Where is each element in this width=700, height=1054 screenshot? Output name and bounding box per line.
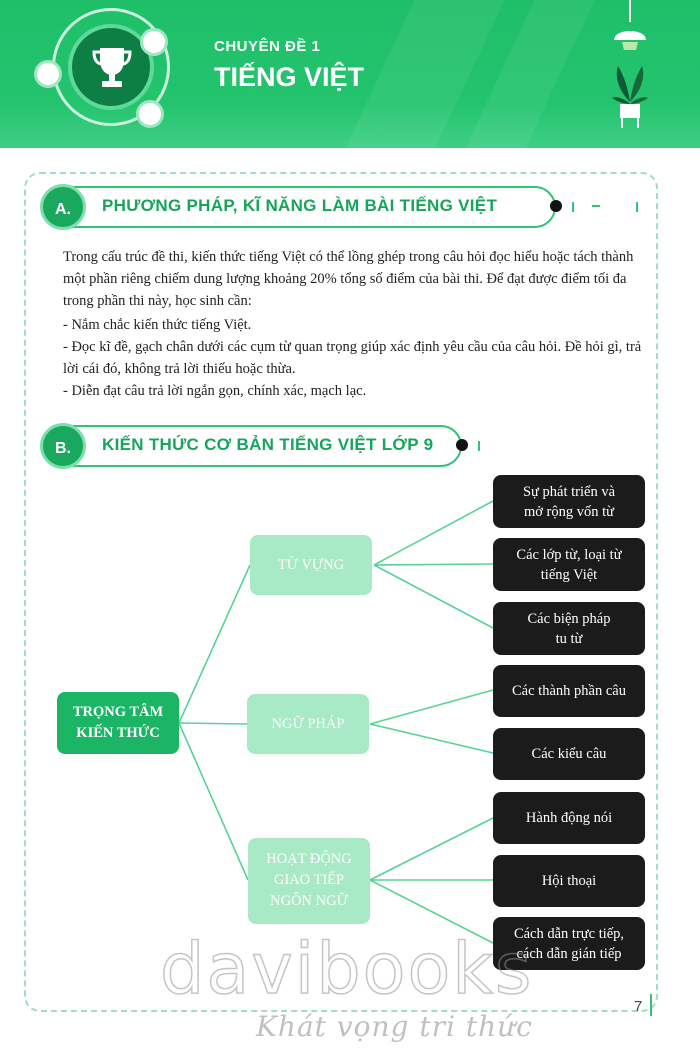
leaf-line: tu từ (555, 630, 583, 647)
chapter-title: TIẾNG VIỆT (214, 62, 365, 92)
leaf-line: Hành động nói (525, 810, 613, 826)
branch-hoat-dong-giao-tiep (248, 838, 370, 924)
leaf-line: Sự phát triển và (522, 483, 616, 500)
leaf-line: Các kiểu câu (531, 746, 607, 762)
branch-tu-vung (250, 535, 372, 595)
leaf-line: tiếng Việt (540, 566, 598, 583)
leaf-line: Các lớp từ, loại từ (516, 546, 622, 563)
branch-label: NGỮ PHÁP (271, 716, 345, 732)
leaf-bien-phap-tu-tu (493, 602, 645, 655)
root-line: KIẾN THỨC (76, 725, 160, 741)
branch-ngu-phap (247, 694, 369, 754)
leaf-line: Các biện pháp (527, 610, 611, 627)
leaf-line: cách dẫn gián tiếp (516, 945, 622, 962)
leaf-line: Cách dẫn trực tiếp, (513, 925, 625, 942)
section-b-title: KIẾN THỨC CƠ BẢN TIẾNG VIỆT LỚP 9 (102, 435, 434, 454)
leaf-hanh-dong-noi (493, 792, 645, 844)
leaf-hoi-thoai (493, 855, 645, 907)
bullet-item: - Diễn đạt câu trả lời ngắn gọn, chính xác, mạch lạc. (63, 383, 367, 399)
leaf-kieu-cau (493, 728, 645, 780)
branch-label: HOẠT ĐỘNG (266, 851, 352, 867)
mindmap-root (57, 692, 179, 754)
leaf-line: mở rộng vốn từ (523, 503, 615, 520)
section-a-paragraph: Trong cấu trúc đề thi, kiến thức tiếng Việt có thể lồng ghép trong câu hỏi đọc hiểu hoặc tách thành một phần riêng chiếm dung lượng khoảng 20% tổng số điểm của bài thi. Để đạt được điểm tối đa trong phần thi này, học sinh cần: (63, 249, 634, 309)
leaf-thanh-phan-cau (493, 665, 645, 717)
watermark: davibooks (160, 928, 534, 1010)
section-a-title: PHƯƠNG PHÁP, KĨ NĂNG LÀM BÀI TIẾNG VIỆT (102, 196, 498, 215)
branch-label: NGÔN NGỮ (270, 893, 348, 909)
root-line: TRỌNG TÂM (72, 704, 164, 720)
branch-label: TỪ VỰNG (277, 557, 345, 573)
chapter-label: CHUYÊN ĐỀ 1 (214, 38, 321, 55)
leaf-su-phat-trien (493, 475, 645, 528)
section-a-letter: A. (40, 184, 86, 230)
leaf-cac-lop-tu (493, 538, 645, 591)
branch-label: GIAO TIẾP (273, 872, 345, 888)
page-number-bar (650, 994, 652, 1016)
leaf-line: Các thành phần câu (512, 683, 626, 699)
watermark-tagline: Khát vọng tri thức (256, 1010, 533, 1043)
page-number: 7 (634, 998, 643, 1015)
section-b-letter: B. (40, 423, 86, 469)
bullet-item: - Đọc kĩ đề, gạch chân dưới các cụm từ quan trọng giúp xác định yêu cầu của câu hỏi. Đề hỏi gì, trả lời cái đó, không trả lời thiếu hoặc thừa. (63, 339, 642, 377)
leaf-line: Hội thoại (541, 873, 597, 889)
bullet-item: - Nắm chắc kiến thức tiếng Việt. (63, 317, 252, 333)
